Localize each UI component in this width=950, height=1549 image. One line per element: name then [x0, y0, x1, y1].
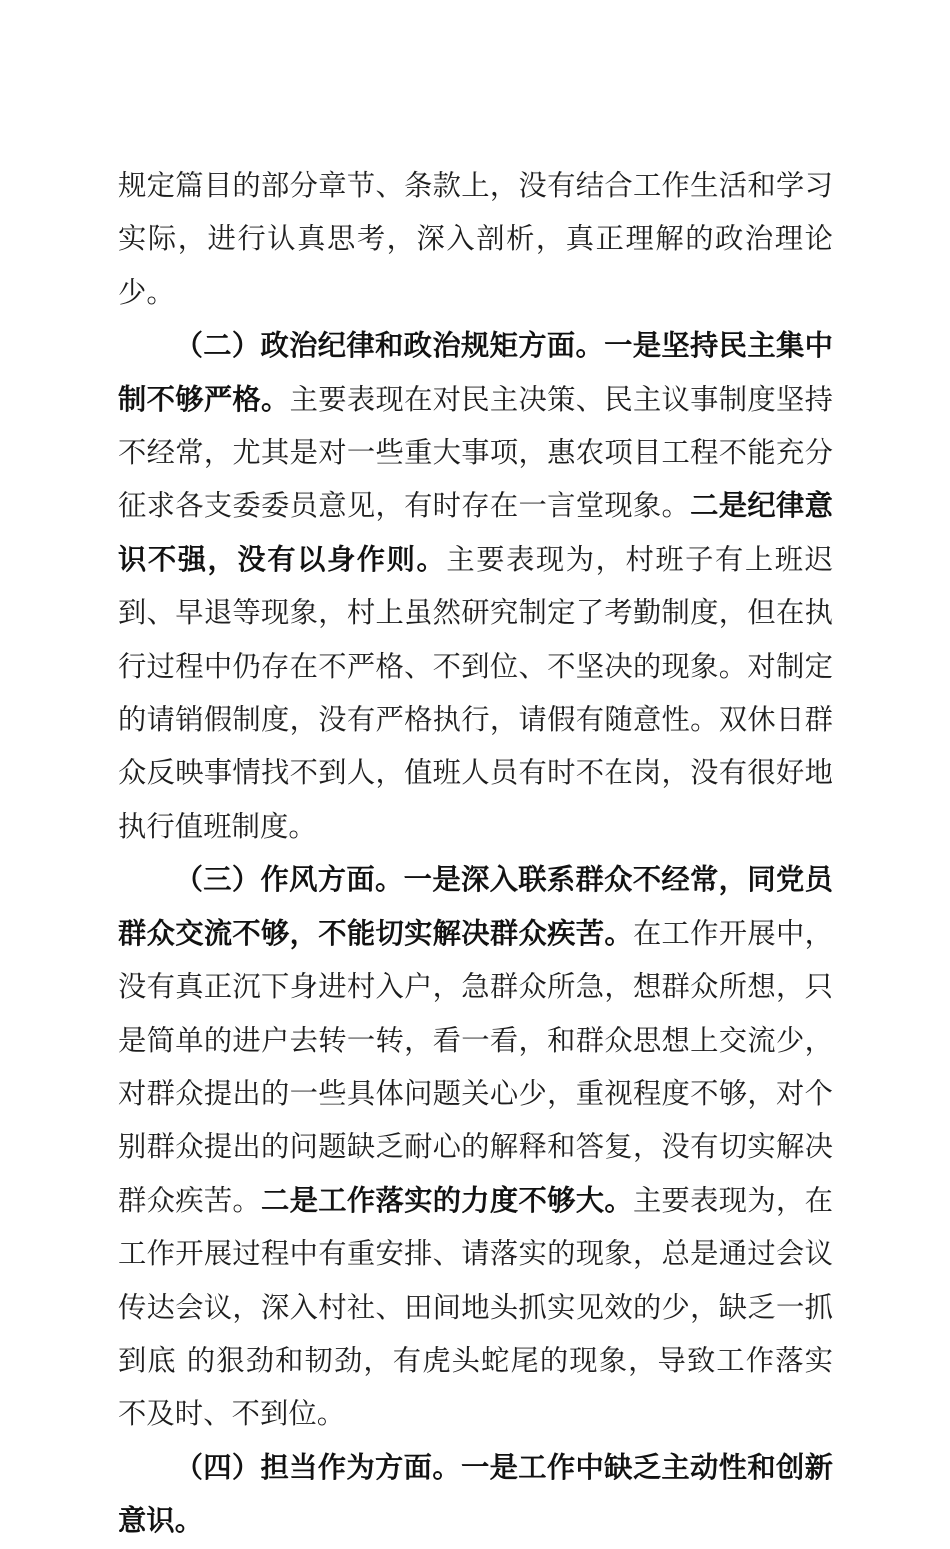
bold-heading-run: （三）作风方面。一是深入联系群众不经常，同党员群众交流不够，不能切实解决群众疾苦。 [118, 865, 833, 950]
para-section-two [118, 320, 833, 854]
body-text-run: 在工作开展中，没有真正沉下身进村入户，急群众所急，想群众所想，只是简单的进户去转一转，看一看，和群众思想上交流少，对群众提出的一些具体问题关心少，重视程度不够，对个别群众提出的问题缺乏耐心的解释和答复，没有切实解决群众疾苦。 [118, 918, 833, 1217]
para-continuation [118, 160, 833, 320]
body-text-run: 主要表现在对民主决策、民主议事制度坚持不经常，尤其是对一些重大事项，惠农项目工程不能充分征求各支委委员意见，有时存在一言堂现象。 [118, 384, 833, 523]
bold-heading-run: （二）政治纪律和政治规矩方面。一是坚持民主集中制不够严格。 [118, 331, 833, 416]
para-section-three [118, 854, 833, 1441]
body-text-run: 规定篇目的部分章节、条款上，没有结合工作生活和学习实际，进行认真思考，深入剖析，真正理解的政治理论少。 [118, 171, 833, 309]
body-text-run: 主要表现为，在工作开展过程中有重安排、请落实的现象，总是通过会议传达会议，深入村社、田间地头抓实见效的少，缺乏一抓到底 [118, 1185, 833, 1377]
document-text-body [118, 160, 833, 1549]
bold-heading-run: 二是工作落实的力度不够大。 [261, 1185, 633, 1217]
body-text-run: 主要表现为，村班子有上班迟到、早退等现象，村上虽然研究制定了考勤制度，但在执行过程中仍存在不严格、不到位、不坚决的现象。对制定的请销假制度，没有严格执行，请假有随意性。双休日群众反映事情找不到人，值班人员有时不在岗，没有很好地执行值班制度。 [118, 544, 833, 843]
para-section-four [118, 1442, 833, 1549]
bold-heading-run: 二是纪律意识不强，没有以身作则。 [118, 491, 833, 576]
bold-heading-run: （四）担当作为方面。一是工作中缺乏主动性和创新意识。 [118, 1452, 833, 1538]
body-text-run: 的狠劲和韧劲，有虎头蛇尾的现象，导致工作落实不及时、不到位。 [118, 1345, 834, 1431]
